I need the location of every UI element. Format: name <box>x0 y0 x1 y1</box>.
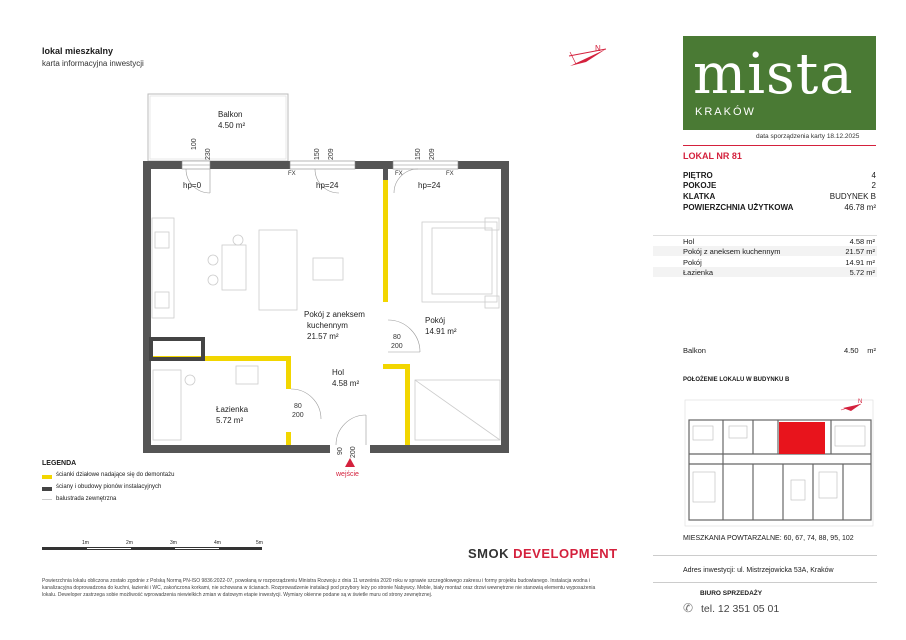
window-3-width: 150 <box>415 148 422 160</box>
room-name: Pokój z aneksem kuchennym <box>683 247 781 256</box>
page-subtitle: karta informacyjna inwestycji <box>42 59 144 68</box>
hall-label: Hol <box>332 368 345 377</box>
window-1-width: 100 <box>191 138 198 150</box>
bathroom-label: Łazienka <box>216 405 249 414</box>
fx-mark-1: FX <box>288 171 296 177</box>
hp-label-3: hp=24 <box>418 181 441 190</box>
divider <box>653 555 877 556</box>
room-area: 5.72 m² <box>849 268 875 277</box>
unit-floor-label: PIĘTRO <box>683 171 713 180</box>
balcony-row <box>683 346 876 357</box>
legend-title: LEGENDA <box>42 460 77 467</box>
scale-label-1: 1m <box>82 540 89 546</box>
door-bathroom-height: 200 <box>292 412 304 419</box>
hp-label-1: hp=0 <box>183 181 202 190</box>
scale-bar <box>42 547 262 550</box>
fx-mark-3: FX <box>446 171 454 177</box>
door-bedroom-height: 200 <box>391 343 403 350</box>
unit-staircase-label: KLATKA <box>683 192 716 201</box>
sales-office-label: BIURO SPRZEDAŻY <box>700 590 763 597</box>
door-entry-width: 90 <box>337 447 344 455</box>
door-entry-height: 200 <box>350 446 357 458</box>
divider-red <box>683 145 876 146</box>
legend-swatch <box>42 475 52 479</box>
footnote: Powierzchnia lokalu obliczona zostało zgodnie z Polską Normą PN-ISO 9836:2022-07, powołaną w rozporządzeniu Ministra Rozwoju z dnia 11 września 2020 roku w sprawie szczegółowego zakresu i formy projektu budowlanego. Instalacja wodna i kanalizacyjna doprowadzona do kuchni, łazienki i WC, zakończona korkami, nie schowana w ścianach. Rozprowadzenie instalacji pod przybory leży po stronie Nabywcy. Meble, biały montaż oraz drzwi wewnętrzne nie stanowią elementu wyposażenia lokalu. Deweloper zastrzega sobie możliwość wprowadzenia niewielkich zmian w datowym etapie inwestycji. Wymiary okienne podane są w świetle muru od strony zewnętrznej. <box>42 578 596 598</box>
logo-city: KRAKÓW <box>695 106 756 118</box>
entrance-arrow-icon <box>345 458 355 468</box>
sales-phone[interactable]: tel. 12 351 05 01 <box>701 603 780 615</box>
unit-rooms-label: POKOJE <box>683 181 717 190</box>
unit-area-label: POWIERZCHNIA UŻYTKOWA <box>683 203 794 212</box>
balcony-label: Balkon <box>218 110 243 119</box>
balcony-area: 4.50 m² <box>218 121 246 130</box>
room-area: 14.91 m² <box>845 258 875 267</box>
room-row <box>653 246 877 256</box>
logo-name: mista <box>693 42 854 107</box>
developer-name-part1: SMOK <box>468 546 509 561</box>
room-row <box>653 267 877 277</box>
room-row <box>653 257 877 267</box>
phone-icon: ✆ <box>683 601 694 615</box>
building-position-title: POŁOŻENIE LOKALU W BUDYNKU B <box>683 377 790 383</box>
room-name: Pokój <box>683 258 702 267</box>
unit-title: LOKAL NR 81 <box>683 151 742 161</box>
balcony-row-label: Balkon <box>683 346 706 355</box>
bedroom-label: Pokój <box>425 316 446 325</box>
unit-floor-value: 4 <box>871 171 876 180</box>
bedroom-area: 14.91 m² <box>425 327 457 336</box>
legend-swatch <box>42 499 52 503</box>
page-title: lokal mieszkalny <box>42 46 114 56</box>
living-room-label-1: Pokój z aneksem <box>304 310 365 319</box>
living-room-label-2: kuchennym <box>307 321 348 330</box>
unit-rooms-row <box>683 181 876 192</box>
scale-label-4: 4m <box>214 540 221 546</box>
divider <box>653 582 877 583</box>
logo <box>683 36 876 130</box>
balcony-row-unit: m² <box>867 346 876 355</box>
card-date: data sporządzenia karty 18.12.2025 <box>756 133 860 140</box>
unit-highlight <box>779 422 825 454</box>
door-bathroom-width: 80 <box>294 403 302 410</box>
fx-mark-2: FX <box>395 171 403 177</box>
hp-label-2: hp=24 <box>316 181 339 190</box>
door-bedroom-width: 80 <box>393 334 401 341</box>
room-row <box>653 235 877 245</box>
window-2-width: 150 <box>314 148 321 160</box>
balcony-row-area: 4.50 <box>844 346 859 355</box>
legend-swatch <box>42 487 52 491</box>
window-3-height: 209 <box>429 148 436 160</box>
hall-area: 4.58 m² <box>332 379 360 388</box>
building-map-north-label: N <box>858 399 863 405</box>
developer-name <box>468 546 618 561</box>
room-area: 4.58 m² <box>849 237 875 246</box>
room-name: Hol <box>683 237 695 246</box>
room-area: 21.57 m² <box>845 247 875 256</box>
repeated-units: MIESZKANIA POWTARZALNE: 60, 67, 74, 88, 95, 102 <box>683 535 854 542</box>
window-1-height: 230 <box>205 148 212 160</box>
room-name: Łazienka <box>683 268 714 277</box>
unit-rooms-value: 2 <box>871 181 876 190</box>
north-label: N <box>595 44 601 53</box>
window-2-height: 209 <box>328 148 335 160</box>
scale-label-3: 3m <box>170 540 177 546</box>
entrance-label: wejście <box>336 471 359 478</box>
scale-label-5: 5m <box>256 540 263 546</box>
unit-area-row <box>683 203 876 214</box>
unit-area-value: 46.78 m² <box>844 203 876 212</box>
bathroom-area: 5.72 m² <box>216 416 244 425</box>
investment-address: Adres inwestycji: ul. Mistrzejowicka 53A, Kraków <box>683 567 834 574</box>
living-room-area: 21.57 m² <box>307 332 339 341</box>
unit-staircase-value: BUDYNEK B <box>829 192 876 201</box>
developer-name-part2: DEVELOPMENT <box>513 546 618 561</box>
scale-label-2: 2m <box>126 540 133 546</box>
unit-staircase-row <box>683 192 876 203</box>
building-position-map <box>683 392 878 529</box>
